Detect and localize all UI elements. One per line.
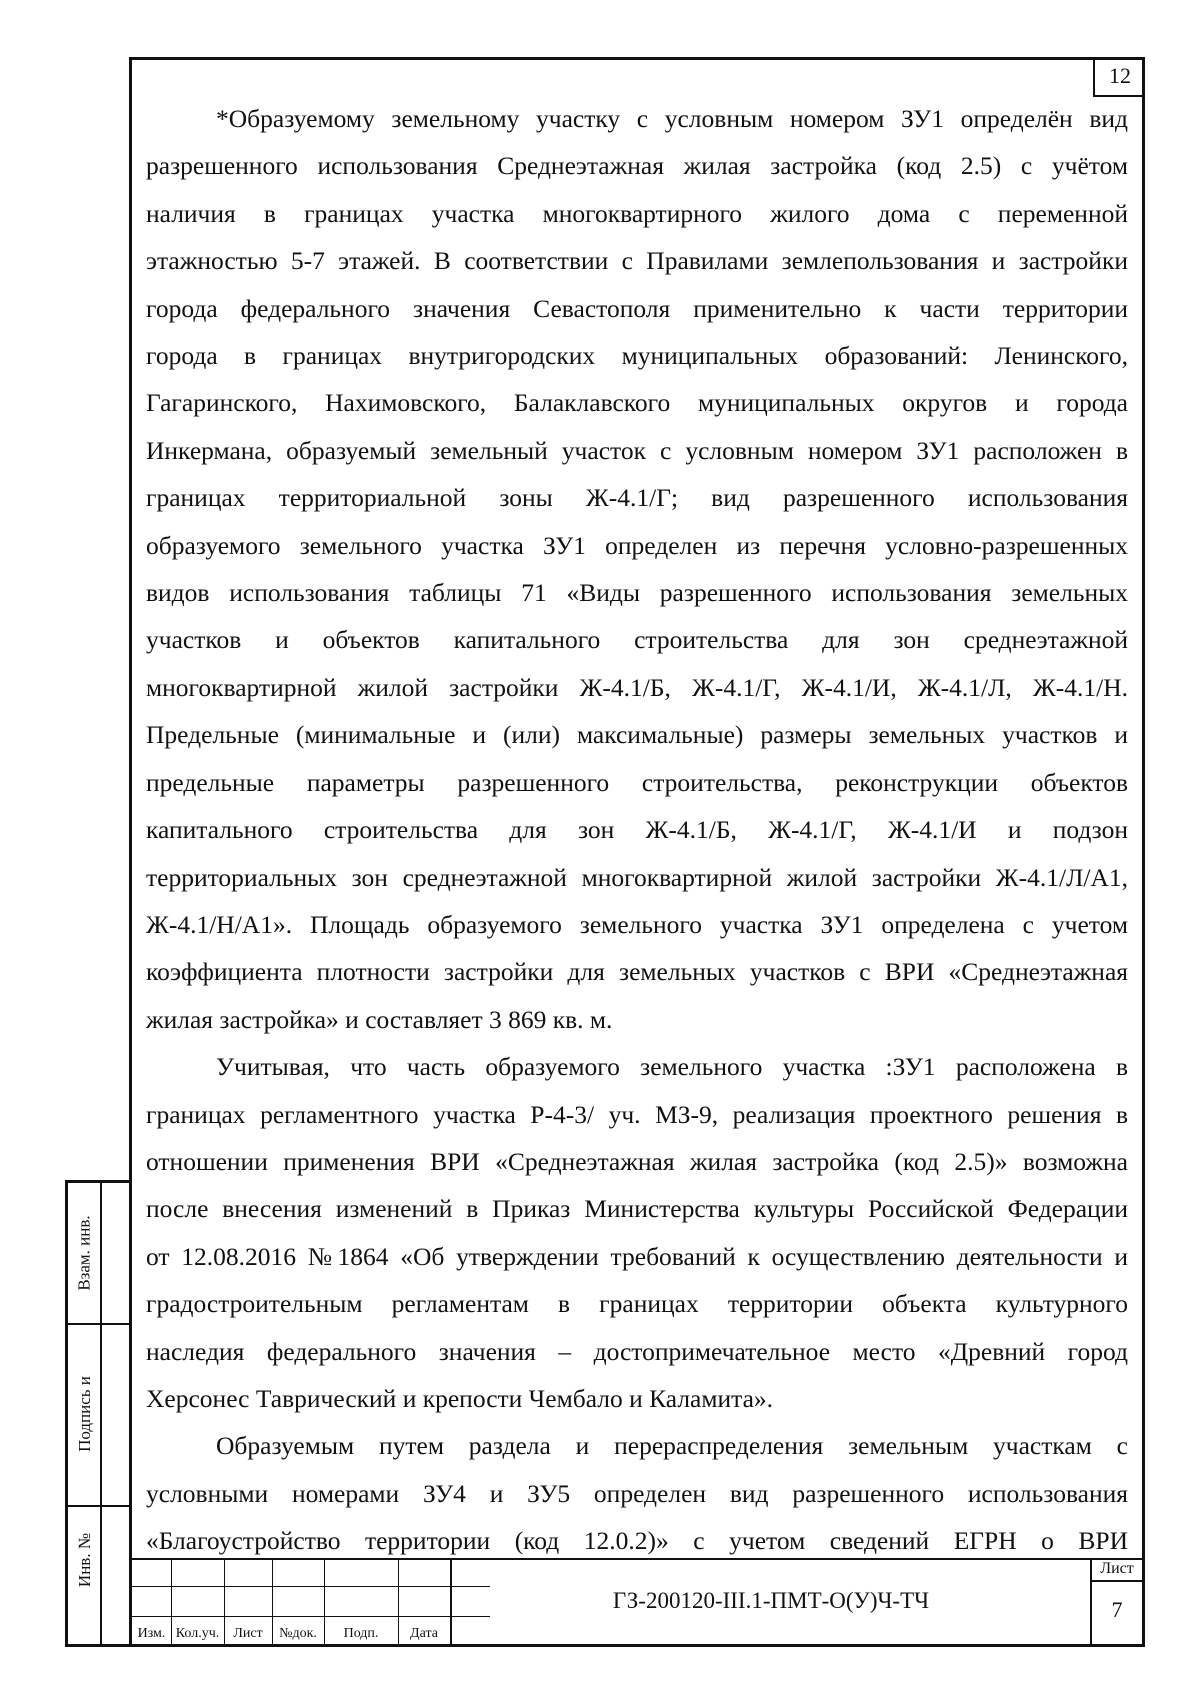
left-margin-stamp — [65, 1180, 129, 1647]
paragraph-2-line-7: наследия федерального значения – достопримечательное место «Древний город — [146, 1336, 1128, 1366]
paragraph-1-line-2: разрешенного использования Среднеэтажная жилая застройка (код 2.5) с учётом — [146, 151, 1128, 181]
paragraph-1-line-5: города федерального значения Севастополя применительно к части территории — [146, 293, 1128, 323]
paragraph-2-line-6: градостроительным регламентам в границах территории объекта культурного — [146, 1289, 1128, 1319]
paragraph-1-line-20: жилая застройка» и составляет 3 869 кв. м. — [146, 1004, 613, 1034]
revision-table — [132, 1558, 490, 1644]
paragraph-2-line-4: после внесения изменений в Приказ Министерства культуры Российской Федерации — [146, 1194, 1128, 1224]
paragraph-1-line-9: границах территориальной зоны Ж-4.1/Г; вид разрешенного использования — [146, 483, 1128, 513]
paragraph-1-line-16: капитального строительства для зон Ж-4.1/Б, Ж-4.1/Г, Ж-4.1/И и подзон — [146, 815, 1128, 845]
document-body — [146, 95, 1128, 1565]
paragraph-1-line-6: города в границах внутригородских муниципальных образований: Ленинского, — [146, 341, 1128, 371]
paragraph-1-line-7: Гагаринского, Нахимовского, Балаклавского муниципальных округов и города — [146, 388, 1128, 418]
paragraph-2-line-5: от 12.08.2016 №1864 «Об утверждении требований к осуществлению деятельности и — [146, 1241, 1128, 1271]
paragraph-1-line-1: *Образуемому земельному участку с условным номером ЗУ1 определён вид — [216, 104, 1128, 133]
paragraph-1-line-3: наличия в границах участка многоквартирного жилого дома с переменной — [146, 198, 1128, 228]
paragraph-1-line-8: Инкермана, образуемый земельный участок с условным номером ЗУ1 расположен в — [146, 435, 1128, 465]
page-number: 12 — [1093, 57, 1145, 97]
header-count: Кол.уч. — [175, 1626, 220, 1641]
stamp-label-replaces-inv: Взам. инв. — [75, 1215, 94, 1291]
paragraph-1-line-11: видов использования таблицы 71 «Виды разрешенного использования земельных — [146, 578, 1128, 608]
paragraph-1-line-14: Предельные (минимальные и (или) максимальные) размеры земельных участков и — [146, 720, 1128, 750]
paragraph-2-line-2: границах регламентного участка Р-4-3/ уч. МЗ-9, реализация проектного решения в — [146, 1099, 1128, 1129]
sheet-box — [1092, 1558, 1142, 1644]
header-change: Изм. — [137, 1626, 166, 1641]
paragraph-1-line-15: предельные параметры разрешенного строительства, реконструкции объектов — [146, 767, 1128, 797]
document-code: ГЗ-200120-III.1-ПМТ-О(У)Ч-ТЧ — [612, 1588, 930, 1613]
paragraph-1-line-18: Ж-4.1/Н/А1». Площадь образуемого земельного участка ЗУ1 определена с учетом — [146, 909, 1128, 939]
stamp-label-inv-number: Инв. № — [75, 1532, 94, 1588]
paragraph-2-line-8: Херсонес Таврический и крепости Чембало и Каламита». — [146, 1383, 774, 1413]
paragraph-1-line-10: образуемого земельного участка ЗУ1 определен из перечня условно-разрешенных — [146, 530, 1128, 560]
paragraph-1-line-12: участков и объектов капитального строительства для зон среднеэтажной — [146, 625, 1128, 655]
paragraph-3-line-1: Образуемым путем раздела и перераспределения земельным участкам с — [216, 1431, 1128, 1461]
paragraph-3-line-3: «Благоустройство территории (код 12.0.2)» с учетом сведений ЕГРН о ВРИ — [146, 1526, 1128, 1556]
header-signature: Подп. — [343, 1626, 379, 1641]
paragraph-3-line-2: условными номерами ЗУ4 и ЗУ5 определен вид разрешенного использования — [146, 1478, 1128, 1508]
paragraph-1-line-19: коэффициента плотности застройки для земельных участков с ВРИ «Среднеэтажная — [146, 957, 1128, 987]
paragraph-2-line-3: отношении применения ВРИ «Среднеэтажная жилая застройка (код 2.5)» возможна — [146, 1146, 1128, 1176]
paragraph-1-line-13: многоквартирной жилой застройки Ж-4.1/Б, Ж-4.1/Г, Ж-4.1/И, Ж-4.1/Л, Ж-4.1/Н. — [146, 672, 1128, 702]
sheet-label: Лист — [1092, 1558, 1142, 1582]
paragraph-1-line-17: территориальных зон среднеэтажной многоквартирной жилой застройки Ж-4.1/Л/А1, — [146, 862, 1128, 892]
sheet-number: 7 — [1111, 1597, 1123, 1622]
stamp-label-signature: Подпись и — [75, 1376, 94, 1452]
header-sheet: Лист — [233, 1626, 263, 1641]
paragraph-1-line-4: этажностью 5-7 этажей. В соответствии с Правилами землепользования и застройки — [146, 246, 1128, 276]
header-date: Дата — [410, 1626, 438, 1641]
header-doc-number: №док. — [279, 1626, 317, 1641]
paragraph-2-line-1: Учитывая, что часть образуемого земельного участка :ЗУ1 расположена в — [216, 1052, 1128, 1082]
title-block — [132, 1558, 1142, 1644]
